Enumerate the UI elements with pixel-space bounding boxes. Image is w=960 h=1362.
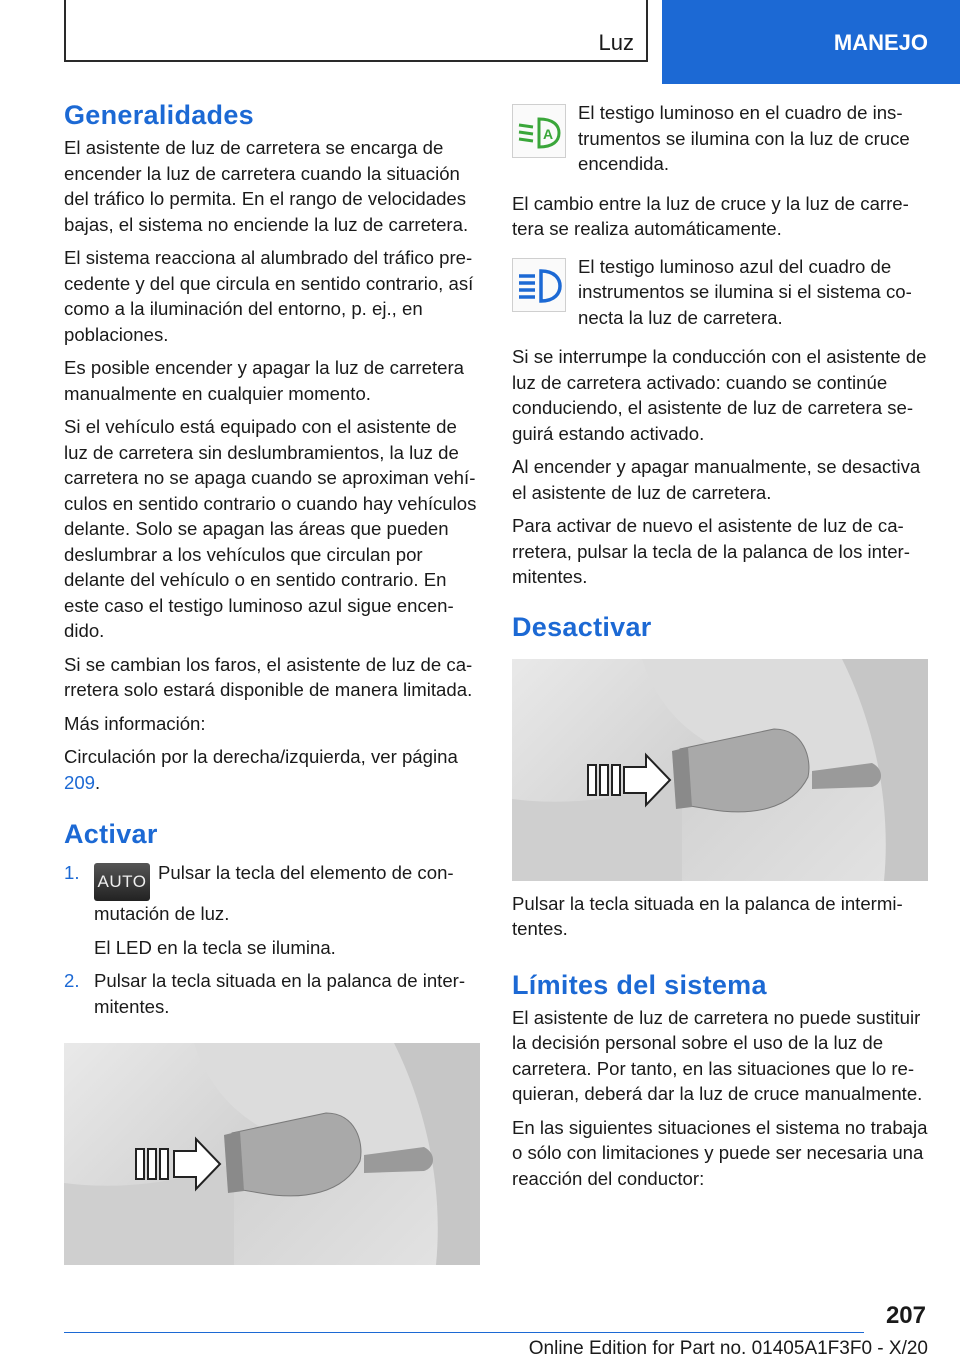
low-beam-indicator-icon <box>512 104 566 158</box>
step-number: 2. <box>64 970 80 991</box>
turn-signal-lever-illustration <box>64 1043 480 1265</box>
svg-text:A: A <box>543 126 554 142</box>
step-number: 1. <box>64 862 80 883</box>
paragraph: Es posible encender y apagar la luz de carretera manualmente en cualquier momento. <box>64 357 465 404</box>
paragraph: Más información: <box>64 712 206 734</box>
auto-button-icon: AUTO <box>94 863 150 901</box>
heading-activar: Activar <box>64 819 158 849</box>
paragraph: El sistema reacciona al alumbrado del tráfico precedente y del que circula en sentido contrario, así como a la iluminación del entorno, p. ej., en poblaciones. <box>64 247 474 345</box>
crossref-end: . <box>95 771 101 793</box>
step-text: Pulsar la tecla situada en la palanca de intermitentes. <box>94 970 466 1017</box>
list-item <box>64 860 482 927</box>
list-item <box>64 968 482 1019</box>
turn-signal-lever-illustration <box>512 659 928 881</box>
footer-edition: Online Edition for Part no. 01405A1F3F0 - X/20 <box>528 1338 928 1359</box>
paragraph-crossref <box>64 744 482 795</box>
heading-limites: Límites del sistema <box>512 969 767 1000</box>
list-item-sub <box>64 935 482 961</box>
section-title: Luz <box>598 30 634 55</box>
step-subtext: El LED en la tecla se ilumina. <box>94 936 336 958</box>
paragraph: Pulsar la tecla situada en la palanca de intermitentes. <box>512 892 903 939</box>
chapter-tab[interactable]: MANEJO <box>662 0 960 84</box>
step-text: Pulsar la tecla del elemento de conmutación de luz. <box>94 862 454 924</box>
paragraph: Si el vehículo está equipado con el asistente de luz de carretera sin deslumbramientos, la luz de carretera no se apaga cuando se aproximan vehículos en sentido contrario o cuando hay vehículos delante. Solo se apagan las áreas que pueden deslumbrar a los vehículos que circulan por delante del vehículo o en sentido contrario. En este caso el testigo luminoso azul sigue encendido. <box>64 416 477 641</box>
header-section-box <box>64 0 648 62</box>
footer-divider <box>64 1332 864 1333</box>
paragraph: Al encender y apagar manualmente, se desactiva el asistente de luz de carretera. <box>512 456 921 503</box>
paragraph: El asistente de luz de carretera se encarga de encender la luz de carretera cuando la situación del tráfico lo permita. En el rango de velocidades bajas, el sistema no enciende la luz de carretera. <box>64 137 469 235</box>
paragraph: Para activar de nuevo el asistente de luz de carretera, pulsar la tecla de la palanca de los intermitentes. <box>512 515 910 587</box>
indicator-text: El testigo luminoso en el cuadro de instrumentos se ilumina con la luz de cruce encendida. <box>578 102 910 174</box>
heading-generalidades: Generalidades <box>64 100 254 130</box>
crossref-text: Circulación por la derecha/izquierda, ver página <box>64 746 458 767</box>
heading-desactivar: Desactivar <box>512 611 652 642</box>
high-beam-indicator-icon <box>512 258 566 312</box>
page-number: 207 <box>885 1302 926 1329</box>
indicator-row-low-beam <box>512 100 930 177</box>
paragraph: El asistente de luz de carretera no puede sustituir la decisión personal sobre el uso de la luz de carretera. Por tanto, en las situaciones que lo requieran, deberá dar la luz de cruce manualmente. <box>512 1006 923 1104</box>
paragraph: En las siguientes situaciones el sistema no trabaja o sólo con limitaciones y puede ser necesaria una reacción del conductor: <box>512 1116 928 1189</box>
left-column <box>64 100 482 1265</box>
paragraph: Si se cambian los faros, el asistente de luz de carretera solo estará disponible de manera limitada. <box>64 653 473 700</box>
paragraph: El cambio entre la luz de cruce y la luz de carretera se realiza automáticamente. <box>512 192 909 239</box>
right-column <box>512 100 930 1199</box>
paragraph: Si se interrumpe la conducción con el asistente de luz de carretera activado: cuando se continúe conduciendo, el asistente de luz de carretera seguirá estando activado. <box>512 346 927 444</box>
page-link[interactable]: 209 <box>64 771 96 793</box>
indicator-row-high-beam <box>512 254 930 331</box>
indicator-text: El testigo luminoso azul del cuadro de instrumentos se ilumina si el sistema conecta la luz de carretera. <box>578 255 912 328</box>
